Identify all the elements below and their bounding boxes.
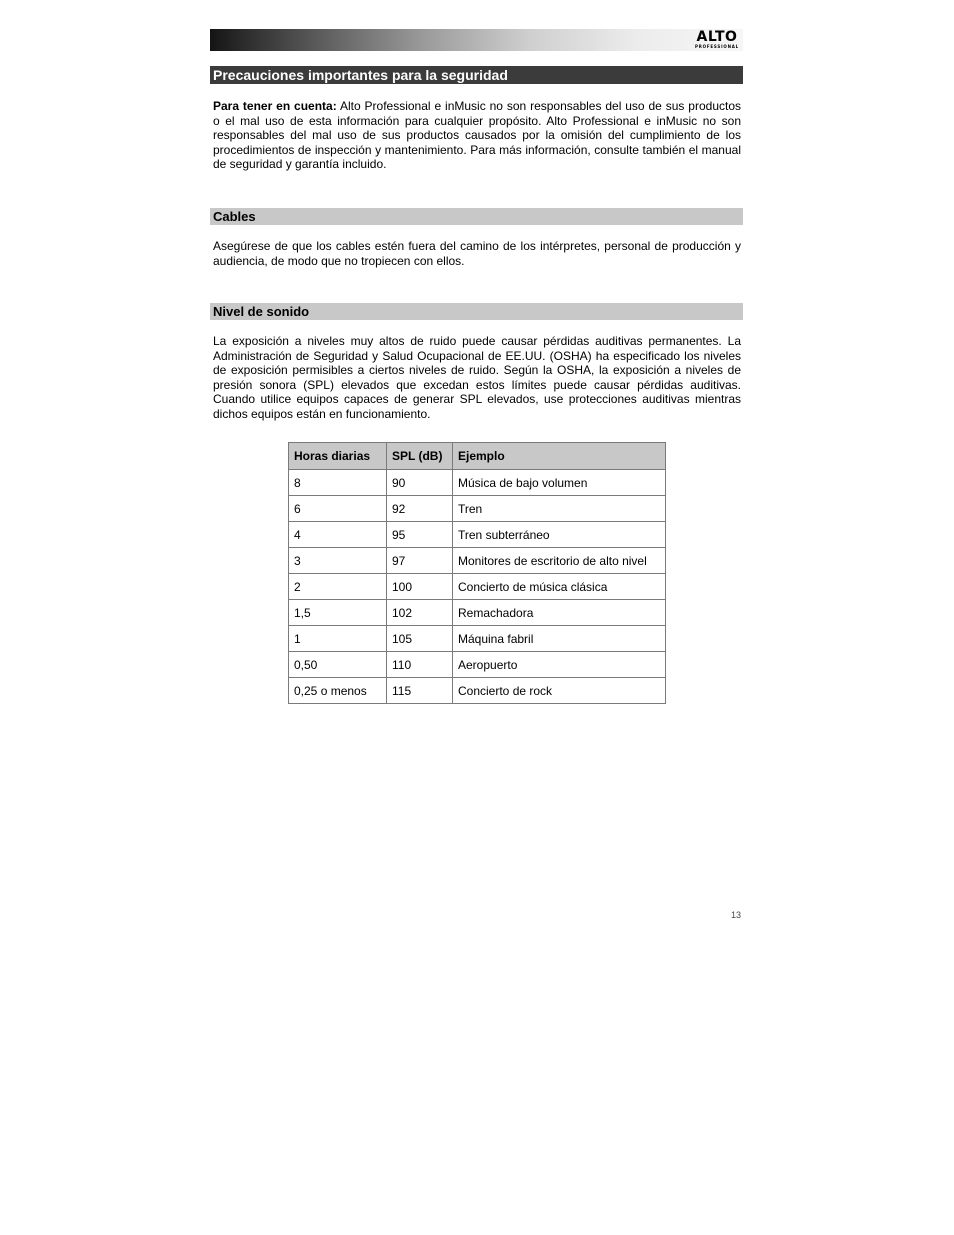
cell-spl: 110 <box>387 652 453 678</box>
cell-spl: 90 <box>387 470 453 496</box>
logo-subtitle: PROFESSIONAL <box>695 44 739 49</box>
cell-hours: 1 <box>289 626 387 652</box>
cell-example: Máquina fabril <box>453 626 666 652</box>
header-gradient-band <box>210 29 743 51</box>
cell-example: Tren subterráneo <box>453 522 666 548</box>
safety-paragraph <box>213 99 741 172</box>
cell-hours: 2 <box>289 574 387 600</box>
header-hours: Horas diarias <box>289 443 387 470</box>
table-row <box>289 626 666 652</box>
cell-example: Concierto de rock <box>453 678 666 704</box>
table-row <box>289 548 666 574</box>
cell-spl: 102 <box>387 600 453 626</box>
cell-spl: 100 <box>387 574 453 600</box>
cell-spl: 105 <box>387 626 453 652</box>
cell-spl: 115 <box>387 678 453 704</box>
spl-exposure-table <box>288 442 666 704</box>
page-number: 13 <box>730 910 741 920</box>
table-header-row <box>289 443 666 470</box>
safety-lead: Para tener en cuenta: <box>213 99 337 113</box>
section-title-safety: Precauciones importantes para la seguridad <box>210 66 743 84</box>
cell-spl: 95 <box>387 522 453 548</box>
table-row <box>289 600 666 626</box>
cell-example: Monitores de escritorio de alto nivel <box>453 548 666 574</box>
cell-hours: 8 <box>289 470 387 496</box>
cell-example: Remachadora <box>453 600 666 626</box>
cell-example: Tren <box>453 496 666 522</box>
safety-body: Alto Professional e inMusic no son responsables del uso de sus productos o el mal uso de esta información para cualquier propósito. Alto Professional e inMusic no son responsables del mal uso de sus productos causados por la omisión del cumplimiento de los procedimientos de inspección y mantenimiento. Para más información, consulte también el manual de seguridad y garantía incluido. <box>213 99 741 172</box>
table-row <box>289 678 666 704</box>
section-title-sound-level: Nivel de sonido <box>210 303 743 320</box>
cell-spl: 97 <box>387 548 453 574</box>
table-row <box>289 574 666 600</box>
logo-wordmark: ALTO <box>696 29 738 45</box>
sound-level-paragraph: La exposición a niveles muy altos de ruido puede causar pérdidas auditivas permanentes. La Administración de Seguridad y Salud Ocupacional de EE.UU. (OSHA) ha especificado los niveles de exposición permisibles a ciertos niveles de ruido. Según la OSHA, la exposición a niveles de presión sonora (SPL) elevados que excedan estos límites puede causar pérdidas auditivas. Cuando utilice equipos capaces de generar SPL elevados, use protecciones auditivas mientras dichos equipos están en funcionamiento. <box>213 334 741 421</box>
cell-spl: 92 <box>387 496 453 522</box>
table-row <box>289 652 666 678</box>
alto-logo <box>690 31 744 49</box>
cell-hours: 3 <box>289 548 387 574</box>
table-row <box>289 522 666 548</box>
cell-example: Aeropuerto <box>453 652 666 678</box>
table-row <box>289 496 666 522</box>
cell-hours: 6 <box>289 496 387 522</box>
cell-example: Música de bajo volumen <box>453 470 666 496</box>
cell-hours: 4 <box>289 522 387 548</box>
table-row <box>289 470 666 496</box>
cables-paragraph: Asegúrese de que los cables estén fuera del camino de los intérpretes, personal de producción y audiencia, de modo que no tropiecen con ellos. <box>213 239 741 268</box>
cell-example: Concierto de música clásica <box>453 574 666 600</box>
header-spl: SPL (dB) <box>387 443 453 470</box>
section-title-cables: Cables <box>210 208 743 225</box>
header-example: Ejemplo <box>453 443 666 470</box>
cell-hours: 1,5 <box>289 600 387 626</box>
cell-hours: 0,25 o menos <box>289 678 387 704</box>
cell-hours: 0,50 <box>289 652 387 678</box>
